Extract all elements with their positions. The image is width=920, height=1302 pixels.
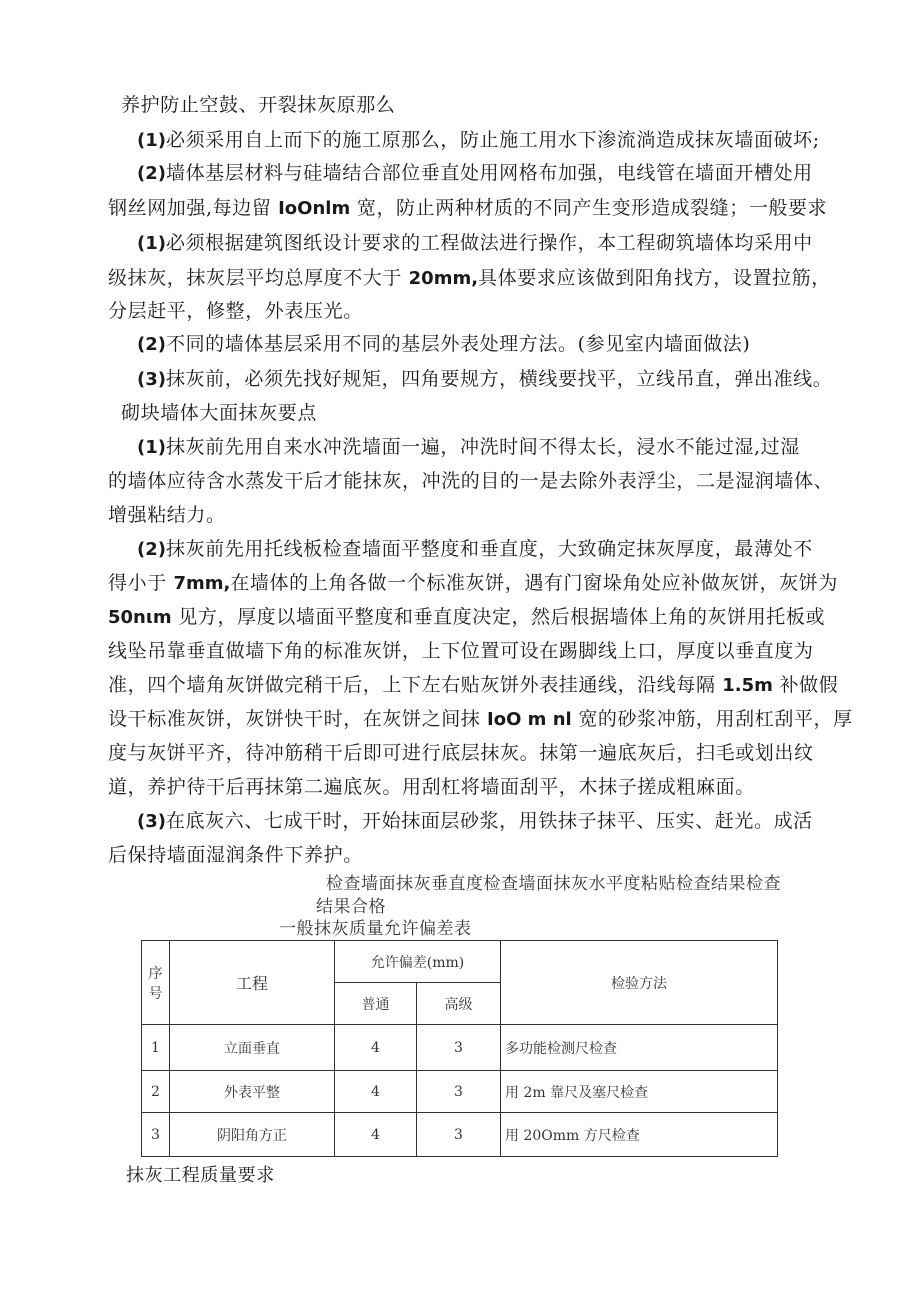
paragraph-b2 — [137, 536, 813, 563]
paragraph-g2 — [137, 331, 750, 358]
paragraph-p2 — [137, 160, 813, 187]
item-number: (1) — [137, 130, 166, 151]
paragraph-text: 必须根据建筑图纸设计要求的工程做法进行操作，本工程砌筑墙体均采用中 — [165, 232, 813, 254]
row-normal: 4 — [335, 1071, 417, 1113]
paragraph-p1 — [137, 127, 820, 154]
row-normal: 4 — [335, 1113, 417, 1157]
paragraph-b3 — [137, 808, 813, 835]
paragraph-text: 必须采用自上而下的施工原那么，防止施工用水下渗流淌造成抹灰墙面破坏; — [165, 129, 820, 151]
paragraph-b2-l5 — [108, 672, 838, 699]
paragraph-g1-end: 分层赶平，修整，外表压光。 — [108, 300, 363, 322]
paragraph-p2-cont — [108, 195, 827, 222]
row-no: 1 — [142, 1025, 170, 1071]
row-method: 用 2m 靠尺及塞尺检查 — [501, 1071, 778, 1113]
item-number: (2) — [137, 163, 166, 184]
item-number: (2) — [137, 539, 166, 560]
dimension-value: 7mm, — [173, 573, 231, 594]
paragraph-b2-l3 — [108, 604, 825, 631]
paragraph-text: 见方，厚度以墙面平整度和垂直度决定，然后根据墙体上角的灰饼用托板或 — [171, 606, 826, 628]
tolerance-table — [141, 940, 778, 1157]
dimension-value: 1.5m — [722, 675, 773, 696]
paragraph-text: 具体要求应该做到阳角找方，设置拉筋， — [478, 267, 831, 289]
paragraph-g1-cont — [108, 265, 831, 292]
paragraph-g3 — [137, 366, 832, 393]
paragraph-b1-end: 增强粘结力。 — [108, 504, 226, 526]
paragraph-text: 级抹灰，抹灰层平均总厚度不大于 — [108, 267, 409, 289]
paragraph-text: 抹灰前，必须先找好规矩，四角要规方，横线要找平，立线吊直，弹出准线。 — [165, 368, 833, 390]
item-number: (1) — [137, 233, 166, 254]
inspection-caption-end: 结果合格 — [316, 897, 386, 917]
row-method: 多功能检测尺检查 — [501, 1025, 778, 1071]
table-title: 一般抹灰质量允许偏差表 — [279, 919, 472, 939]
paragraph-b2-l7: 度与灰饼平齐，待冲筋稍干后即可进行底层抹灰。抹第一遍底灰后，扫毛或划出纹 — [108, 742, 814, 764]
dimension-value: 20mm, — [408, 268, 479, 289]
dimension-value: IoOnlm — [278, 198, 351, 219]
row-item: 立面垂直 — [170, 1025, 335, 1071]
row-no: 3 — [142, 1113, 170, 1157]
row-item: 外表平整 — [170, 1071, 335, 1113]
header-tolerance: 允许偏差(mm) — [335, 941, 501, 983]
footer-heading: 抹灰工程质量要求 — [126, 1165, 275, 1186]
header-advanced: 高级 — [417, 983, 501, 1025]
row-advanced: 3 — [417, 1113, 501, 1157]
paragraph-text: 钢丝网加强,每边留 — [108, 197, 279, 219]
row-advanced: 3 — [417, 1071, 501, 1113]
paragraph-text: 准，四个墙角灰饼做完稍干后，上下左右贴灰饼外表挂通线，沿线每隔 — [108, 674, 723, 696]
paragraph-b2-l8: 道，养护待干后再抹第二遍底灰。用刮杠将墙面刮平，木抹子搓成粗麻面。 — [108, 776, 755, 798]
row-method: 用 20Omm 方尺检查 — [501, 1113, 778, 1157]
dimension-value: IoO m nl — [487, 709, 572, 730]
paragraph-text: 宽的砂浆冲筋，用刮杠刮平，厚 — [571, 708, 853, 730]
table-header-row — [142, 941, 778, 983]
block-heading: 砌块墙体大面抹灰要点 — [121, 402, 318, 424]
paragraph-b3-end: 后保持墙面湿润条件下养护。 — [108, 844, 363, 866]
item-number: (2) — [137, 334, 166, 355]
item-number: (3) — [137, 369, 166, 390]
row-normal: 4 — [335, 1025, 417, 1071]
item-number: (3) — [137, 811, 166, 832]
table-row — [142, 1071, 778, 1113]
row-item: 阴阳角方正 — [170, 1113, 335, 1157]
paragraph-g1 — [137, 230, 813, 257]
paragraph-text: 宽，防止两种材质的不同产生变形造成裂缝；一般要求 — [350, 197, 828, 219]
paragraph-b1 — [137, 434, 800, 461]
paragraph-text: 不同的墙体基层采用不同的基层外表处理方法。(参见室内墙面做法) — [165, 333, 751, 355]
table-row — [142, 1025, 778, 1071]
header-no: 序号 — [142, 941, 170, 1025]
row-advanced: 3 — [417, 1025, 501, 1071]
paragraph-text: 在底灰六、七成干时，开始抹面层砂浆，用铁抹子抹平、压实、赶光。成活 — [165, 810, 813, 832]
paragraph-text: 抹灰前先用托线板检查墙面平整度和垂直度，大致确定抹灰厚度，最薄处不 — [165, 538, 813, 560]
header-method: 检验方法 — [501, 941, 778, 1025]
header-normal: 普通 — [335, 983, 417, 1025]
paragraph-text: 墙体基层材料与硅墙结合部位垂直处用网格布加强，电线管在墙面开槽处用 — [165, 162, 813, 184]
paragraph-text: 补做假 — [772, 674, 839, 696]
paragraph-b1-cont: 的墙体应待含水蒸发干后才能抹灰，冲洗的目的一是去除外表浮尘，二是湿润墙体、 — [108, 470, 834, 492]
inspection-caption: 检查墙面抹灰垂直度检查墙面抹灰水平度粘贴检查结果检查 — [326, 874, 781, 894]
paragraph-text: 在墙体的上角各做一个标准灰饼，遇有门窗垛角处应补做灰饼，灰饼为 — [230, 572, 838, 594]
paragraph-b2-l6 — [108, 706, 853, 733]
row-no: 2 — [142, 1071, 170, 1113]
paragraph-b2-l4: 线坠吊靠垂直做墙下角的标准灰饼，上下位置可设在踢脚线上口，厚度以垂直度为 — [108, 640, 814, 662]
paragraph-b2-l2 — [108, 570, 838, 597]
paragraph-text: 设干标准灰饼，灰饼快干时，在灰饼之间抹 — [108, 708, 488, 730]
table-row — [142, 1113, 778, 1157]
intro-heading: 养护防止空鼓、开裂抹灰原那么 — [121, 94, 396, 116]
dimension-value: 50nιm — [108, 607, 172, 628]
paragraph-text: 得小于 — [108, 572, 174, 594]
header-item: 工程 — [170, 941, 335, 1025]
item-number: (1) — [137, 437, 166, 458]
paragraph-text: 抹灰前先用自来水冲洗墙面一遍，冲洗时间不得太长，浸水不能过湿,过湿 — [165, 436, 800, 458]
